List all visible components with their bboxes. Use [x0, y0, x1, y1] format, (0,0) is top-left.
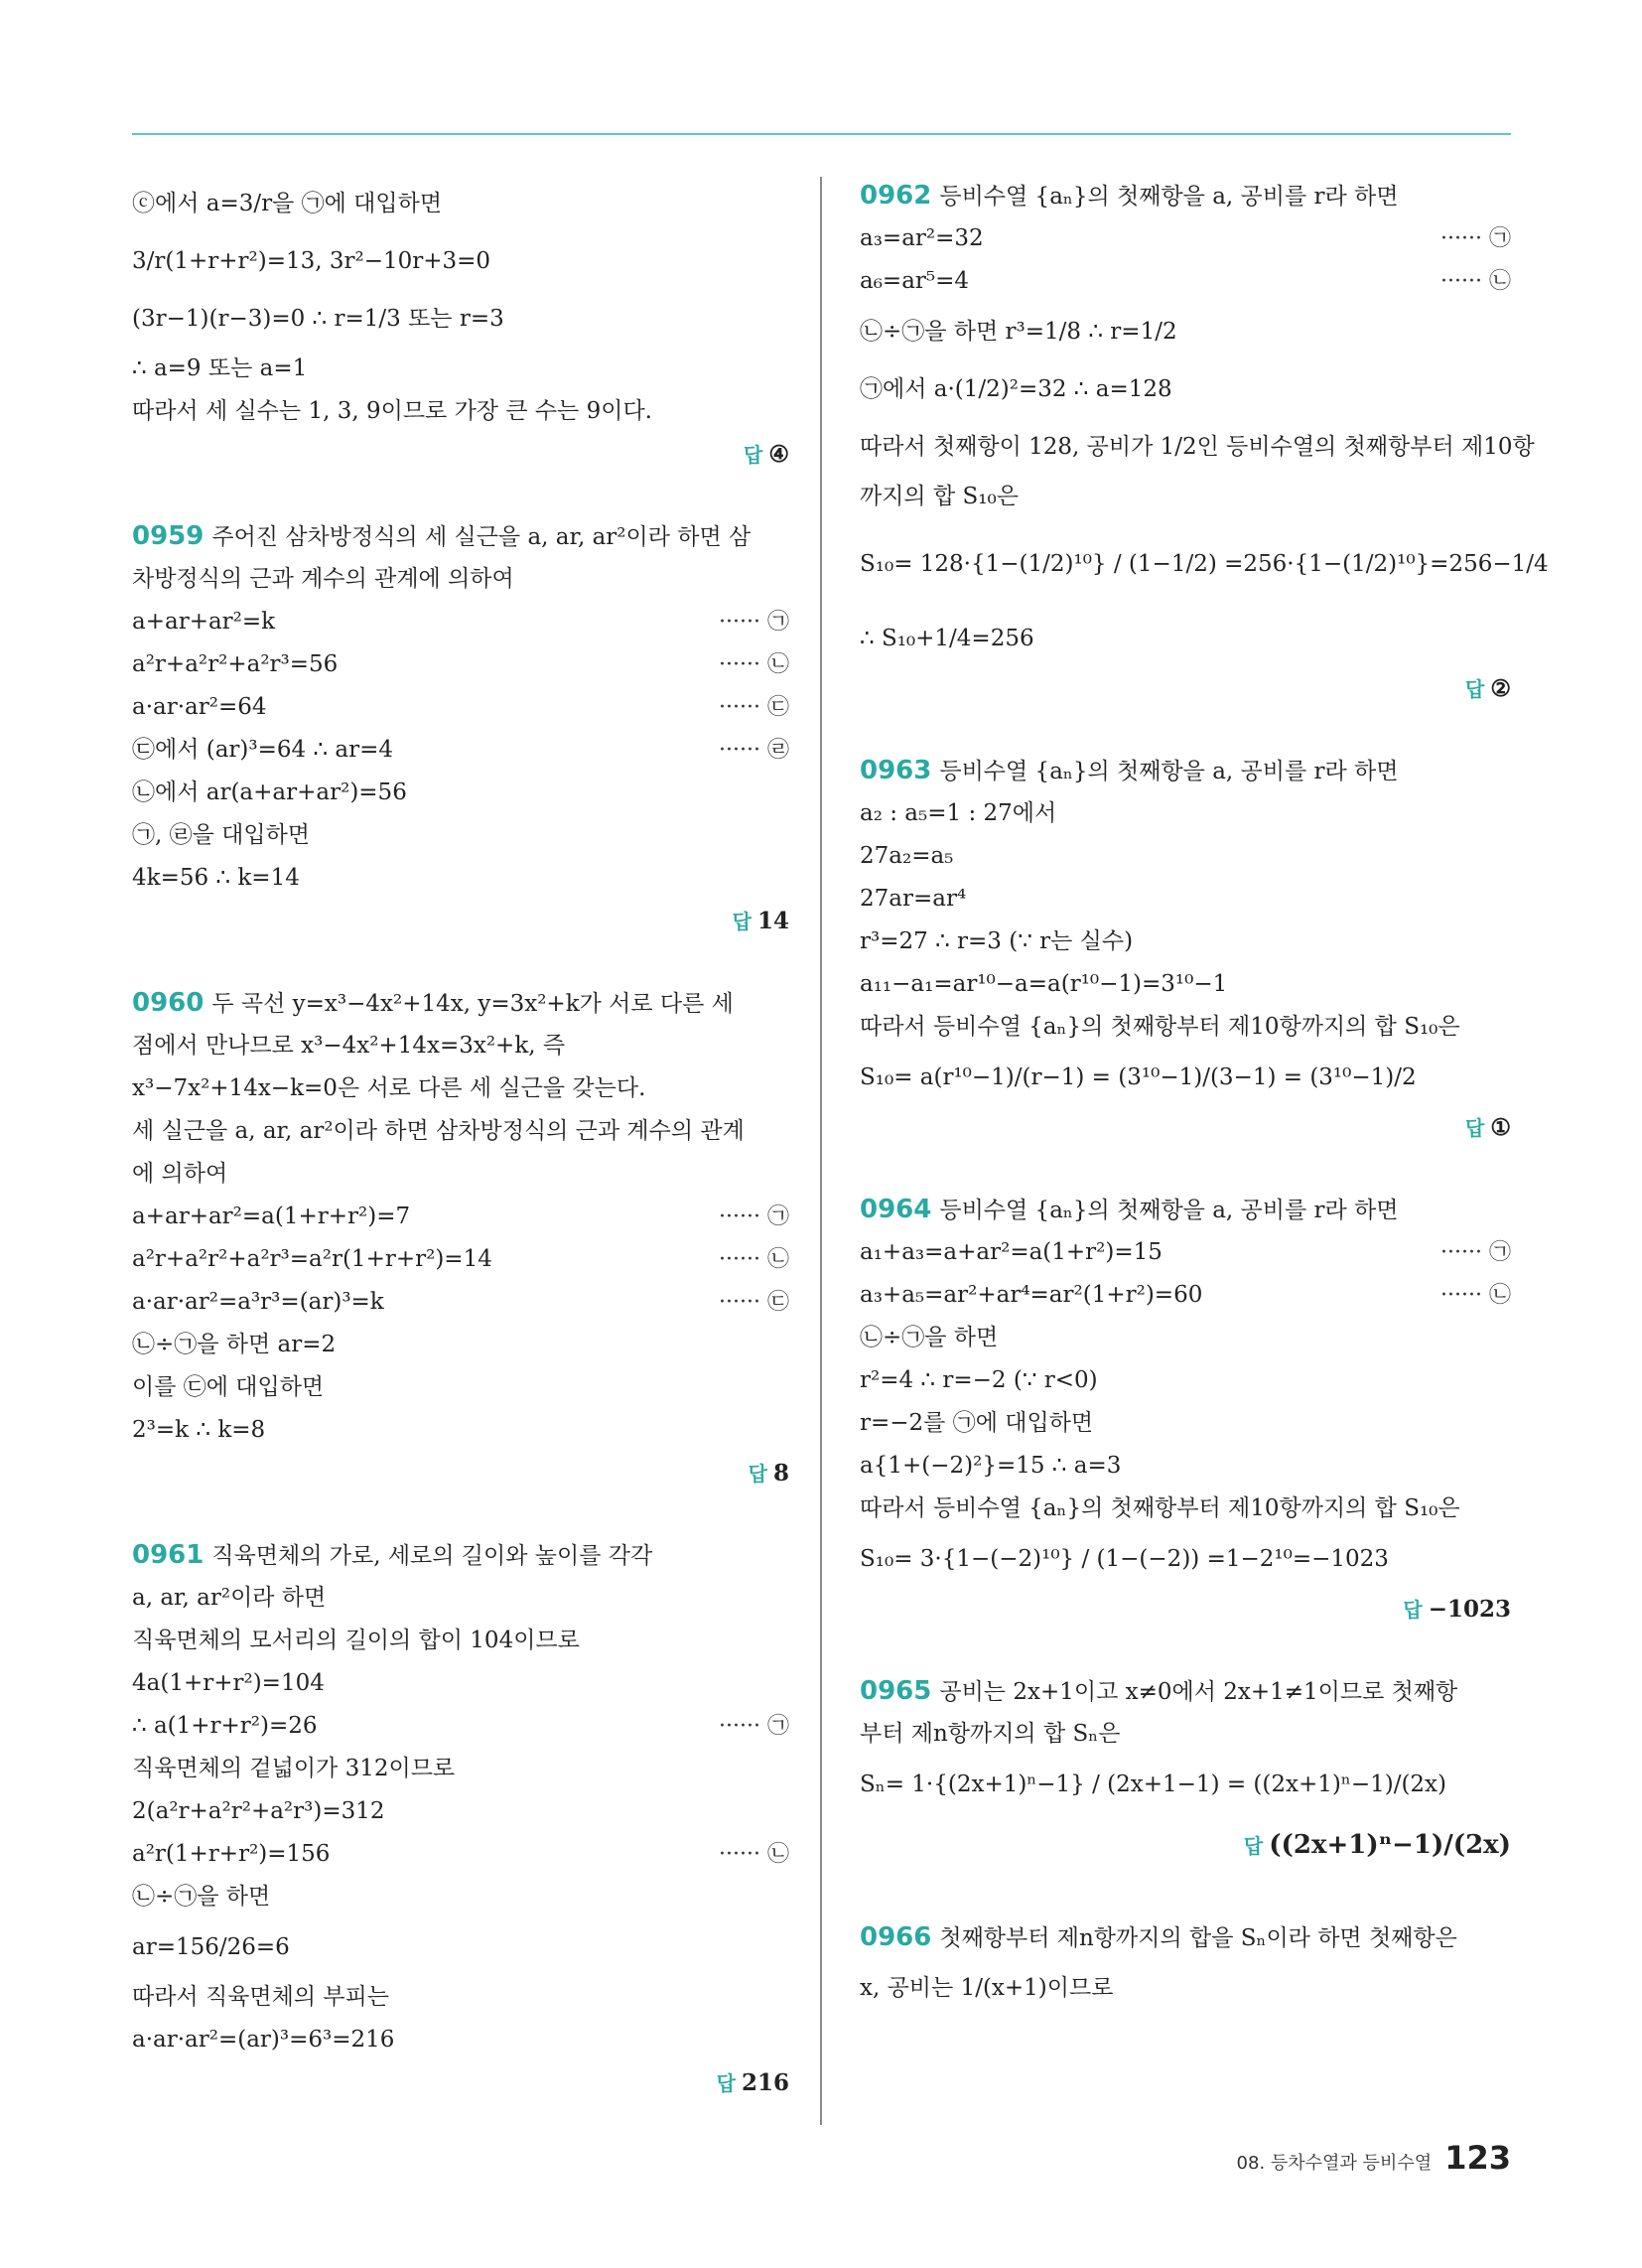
answer-value: ① — [1490, 1114, 1511, 1141]
line-text: r=−2를 ㉠에 대입하면 — [860, 1410, 1094, 1436]
page-number: 123 — [1444, 2139, 1511, 2177]
equation-marker: ······ ㉠ — [1440, 226, 1511, 251]
solution-line — [860, 963, 1511, 1006]
solution-line — [860, 1756, 1511, 1813]
answer-value: 14 — [756, 908, 789, 934]
solution-line — [132, 1620, 789, 1662]
equation-marker: ······ ㉡ — [719, 1247, 789, 1272]
solution-line — [132, 2019, 789, 2061]
line-text: 2(a²r+a²r²+a²r³)=312 — [132, 1798, 385, 1824]
solution-line — [860, 610, 1511, 667]
line-text: x, 공비는 1/(x+1)이므로 — [860, 1975, 1114, 2001]
solution-line — [860, 518, 1549, 610]
solution-line — [860, 1006, 1511, 1049]
solution-line — [132, 1705, 789, 1748]
line-text: 공비는 2x+1이고 x≠0에서 2x+1≠1이므로 첫째항 — [939, 1679, 1458, 1705]
solution-line — [860, 1274, 1511, 1317]
line-text: 이를 ㉢에 대입하면 — [132, 1374, 325, 1400]
spacer — [860, 1877, 1511, 1916]
line-text: 까지의 합 S₁₀은 — [860, 484, 1019, 509]
chapter-title: 08. 등차수열과 등비수열 — [1236, 2153, 1433, 2174]
problem-header — [860, 1189, 1511, 1231]
solution-line — [132, 175, 789, 232]
spacer — [860, 710, 1511, 750]
line-text: a²r+a²r²+a²r³=a²r(1+r+r²)=14 — [132, 1246, 492, 1272]
answer-label: 답 — [1243, 1834, 1264, 1858]
line-text: 직육면체의 모서리의 길이의 합이 104이므로 — [132, 1628, 580, 1653]
line-text: ㉡÷㉠을 하면 — [132, 1884, 271, 1910]
line-text: 에 의하여 — [132, 1161, 228, 1187]
solution-line — [132, 1366, 789, 1409]
solution-line — [132, 1876, 789, 1918]
line-text: ㉡÷㉠을 하면 — [860, 1325, 999, 1350]
answer-value: ④ — [768, 441, 789, 468]
problem-number: 0959 — [132, 521, 205, 551]
solution-line — [860, 303, 1511, 360]
solution-line — [860, 835, 1511, 878]
solution-line — [132, 1067, 789, 1110]
equation-marker: ······ ㉣ — [719, 738, 789, 763]
line-text: a₃=ar²=32 — [860, 225, 984, 251]
answer-label: 답 — [748, 1462, 767, 1486]
line-text: 등비수열 {aₙ}의 첫째항을 a, 공비를 r라 하면 — [939, 184, 1399, 210]
line-text: 세 실근을 a, ar, ar²이라 하면 삼차방정식의 근과 계수의 관계 — [132, 1118, 745, 1144]
line-text: a·ar·ar²=64 — [132, 694, 267, 720]
solution-line — [132, 558, 789, 601]
line-text: r³=27 ∴ r=3 (∵ r는 실수) — [860, 928, 1134, 954]
line-text: 두 곡선 y=x³−4x²+14x, y=3x²+k가 서로 다른 세 — [211, 991, 734, 1017]
solution-line — [860, 921, 1511, 963]
line-text: 주어진 삼차방정식의 세 실근을 a, ar, ar²이라 하면 삼 — [211, 524, 752, 550]
line-text: S₁₀= 128·{1−(1/2)¹⁰} / (1−1/2) =256·{1−(1/2)¹⁰}=256−1/4 — [860, 551, 1549, 577]
equation-marker: ······ ㉡ — [1440, 1283, 1511, 1308]
left-column — [132, 175, 789, 2104]
line-text: x³−7x²+14x−k=0은 서로 다른 세 실근을 갖는다. — [132, 1075, 646, 1101]
line-text: 직육면체의 겉넓이가 312이므로 — [132, 1756, 456, 1781]
problem-number: 0966 — [860, 1922, 932, 1952]
line-text: ㉡에서 ar(a+ar+ar²)=56 — [132, 780, 407, 805]
answer-label: 답 — [716, 2071, 736, 2095]
solution-line — [860, 1359, 1511, 1402]
answer-line — [132, 1452, 789, 1494]
solution-line — [860, 1317, 1511, 1359]
solution-line — [132, 601, 789, 643]
problem-number: 0964 — [860, 1195, 932, 1224]
problem-header — [860, 1916, 1511, 1959]
answer-label: 답 — [1465, 677, 1485, 701]
answer-label: 답 — [744, 443, 763, 467]
spacer — [860, 1149, 1511, 1189]
line-text: ar=156/26=6 — [132, 1934, 290, 1960]
line-text: 차방정식의 근과 계수의 관계에 의하여 — [132, 566, 514, 592]
line-text: ㉠, ㉣을 대입하면 — [132, 822, 311, 848]
problem-header — [132, 515, 789, 558]
solution-line — [132, 814, 789, 857]
answer-line — [860, 1588, 1511, 1630]
solution-line — [132, 1281, 789, 1324]
line-text: a₆=ar⁵=4 — [860, 268, 970, 294]
equation-marker: ······ ㉠ — [719, 610, 789, 635]
problem-header — [860, 750, 1511, 792]
equation-marker: ······ ㉠ — [719, 1714, 789, 1739]
solution-line — [860, 1049, 1511, 1106]
column-divider — [820, 177, 822, 2125]
line-text: 첫째항부터 제n항까지의 합을 Sₙ이라 하면 첫째항은 — [939, 1925, 1457, 1951]
line-text: ∴ a(1+r+r²)=26 — [132, 1713, 318, 1739]
line-text: (3r−1)(r−3)=0 ∴ r=1/3 또는 r=3 — [132, 306, 504, 332]
line-text: 등비수열 {aₙ}의 첫째항을 a, 공비를 r라 하면 — [939, 1198, 1399, 1223]
problem-number: 0960 — [132, 988, 205, 1018]
problem-header — [132, 1534, 789, 1577]
solution-line — [132, 348, 789, 390]
solution-line — [860, 1402, 1511, 1445]
answer-value: 216 — [741, 2069, 789, 2096]
answer-value: ((2x+1)ⁿ−1)/(2x) — [1269, 1830, 1511, 1860]
solution-line — [132, 1833, 789, 1876]
solution-line — [132, 1790, 789, 1833]
problem-header — [860, 175, 1511, 217]
solution-line — [860, 260, 1511, 303]
solution-line — [860, 878, 1511, 921]
line-text: a²r(1+r+r²)=156 — [132, 1841, 331, 1867]
solution-line — [132, 1025, 789, 1067]
answer-value: 8 — [772, 1460, 789, 1487]
solution-line — [132, 857, 789, 900]
solution-line — [132, 1324, 789, 1366]
solution-line — [132, 1577, 789, 1620]
solution-line — [860, 418, 1535, 476]
line-text: ㉡÷㉠을 하면 r³=1/8 ∴ r=1/2 — [860, 319, 1177, 345]
solution-line — [860, 217, 1511, 260]
line-text: 직육면체의 가로, 세로의 길이와 높이를 각각 — [211, 1543, 653, 1569]
solution-line — [860, 1488, 1511, 1530]
solution-line — [132, 1196, 789, 1238]
answer-line — [132, 900, 789, 942]
equation-marker: ······ ㉢ — [719, 695, 789, 720]
line-text: a₂ : a₅=1 : 27에서 — [860, 800, 1057, 826]
line-text: S₁₀= 3·{1−(−2)¹⁰} / (1−(−2)) =1−2¹⁰=−1023 — [860, 1546, 1389, 1572]
equation-marker: ······ ㉠ — [719, 1205, 789, 1229]
solution-line — [132, 729, 789, 772]
solution-line — [860, 1530, 1511, 1588]
solution-line — [132, 1110, 789, 1153]
line-text: 등비수열 {aₙ}의 첫째항을 a, 공비를 r라 하면 — [939, 759, 1399, 784]
solution-line — [132, 643, 789, 686]
answer-label: 답 — [732, 910, 752, 933]
solution-line — [132, 390, 789, 433]
line-text: a·ar·ar²=a³r³=(ar)³=k — [132, 1289, 384, 1315]
answer-line — [132, 2061, 789, 2104]
line-text: ㉢에서 (ar)³=64 ∴ ar=4 — [132, 737, 394, 763]
solution-line — [860, 1445, 1511, 1488]
equation-marker: ······ ㉢ — [719, 1290, 789, 1315]
header-rule — [132, 133, 1511, 135]
problem-header — [860, 1670, 1511, 1713]
solution-line — [132, 772, 789, 814]
line-text: a, ar, ar²이라 하면 — [132, 1585, 327, 1611]
line-text: 27a₂=a₅ — [860, 843, 954, 869]
solution-line — [132, 1409, 789, 1452]
line-text: ∴ a=9 또는 a=1 — [132, 355, 308, 381]
problem-header — [132, 982, 789, 1025]
line-text: a{1+(−2)²}=15 ∴ a=3 — [860, 1453, 1122, 1479]
line-text: Sₙ= 1·{(2x+1)ⁿ−1} / (2x+1−1) = ((2x+1)ⁿ−1)/(2x) — [860, 1772, 1446, 1797]
line-text: 따라서 첫째항이 128, 공비가 1/2인 등비수열의 첫째항부터 제10항 — [860, 434, 1535, 460]
solution-line — [132, 1918, 789, 1976]
solution-line — [860, 1959, 1511, 2017]
problem-number: 0962 — [860, 181, 932, 211]
solution-line — [860, 476, 1511, 518]
line-text: 4k=56 ∴ k=14 — [132, 865, 300, 891]
solution-line — [132, 232, 789, 290]
line-text: 2³=k ∴ k=8 — [132, 1417, 266, 1443]
line-text: ∴ S₁₀+1/4=256 — [860, 626, 1034, 651]
answer-value: −1023 — [1428, 1596, 1511, 1623]
answer-line — [860, 667, 1511, 710]
line-text: a²r+a²r²+a²r³=56 — [132, 651, 339, 677]
problem-number: 0961 — [132, 1540, 205, 1570]
line-text: 4a(1+r+r²)=104 — [132, 1670, 325, 1696]
line-text: 따라서 등비수열 {aₙ}의 첫째항부터 제10항까지의 합 S₁₀은 — [860, 1014, 1460, 1040]
answer-line — [860, 1813, 1511, 1877]
line-text: 27ar=ar⁴ — [860, 886, 967, 912]
line-text: ⓒ에서 a=3/r을 ㉠에 대입하면 — [132, 191, 443, 216]
line-text: r²=4 ∴ r=−2 (∵ r<0) — [860, 1367, 1098, 1393]
answer-line — [132, 433, 789, 476]
spacer — [132, 1494, 789, 1534]
spacer — [132, 942, 789, 982]
answer-label: 답 — [1465, 1116, 1485, 1140]
answer-line — [860, 1106, 1511, 1149]
line-text: a₁+a₃=a+ar²=a(1+r²)=15 — [860, 1239, 1163, 1265]
spacer — [132, 476, 789, 515]
page-footer — [1237, 2139, 1511, 2177]
solution-line — [132, 1748, 789, 1790]
answer-label: 답 — [1403, 1598, 1423, 1622]
line-text: S₁₀= a(r¹⁰−1)/(r−1) = (3¹⁰−1)/(3−1) = (3¹⁰−1)/2 — [860, 1064, 1417, 1090]
line-text: a+ar+ar²=a(1+r+r²)=7 — [132, 1204, 411, 1229]
answer-value: ② — [1490, 675, 1511, 702]
line-text: 따라서 세 실수는 1, 3, 9이므로 가장 큰 수는 9이다. — [132, 398, 652, 424]
solution-line — [132, 290, 789, 348]
solution-line — [860, 1231, 1511, 1274]
line-text: a₃+a₅=ar²+ar⁴=ar²(1+r²)=60 — [860, 1282, 1203, 1308]
line-text: 따라서 직육면체의 부피는 — [132, 1984, 390, 2010]
solution-line — [860, 1713, 1511, 1756]
line-text: ㉠에서 a·(1/2)²=32 ∴ a=128 — [860, 376, 1172, 402]
right-column — [860, 175, 1549, 2017]
equation-marker: ······ ㉡ — [719, 652, 789, 677]
line-text: a·ar·ar²=(ar)³=6³=216 — [132, 2027, 395, 2053]
solution-line — [132, 1976, 789, 2019]
solution-line — [860, 360, 1511, 418]
solution-line — [132, 1662, 789, 1705]
equation-marker: ······ ㉠ — [1440, 1240, 1511, 1265]
solution-line — [860, 792, 1511, 835]
line-text: 따라서 등비수열 {aₙ}의 첫째항부터 제10항까지의 합 S₁₀은 — [860, 1495, 1460, 1521]
line-text: 점에서 만나므로 x³−4x²+14x=3x²+k, 즉 — [132, 1033, 566, 1059]
problem-number: 0965 — [860, 1676, 932, 1706]
spacer — [860, 1630, 1511, 1670]
solution-line — [132, 686, 789, 729]
line-text: a+ar+ar²=k — [132, 609, 276, 635]
line-text: a₁₁−a₁=ar¹⁰−a=a(r¹⁰−1)=3¹⁰−1 — [860, 971, 1228, 997]
equation-marker: ······ ㉡ — [719, 1842, 789, 1867]
line-text: 3/r(1+r+r²)=13, 3r²−10r+3=0 — [132, 248, 491, 274]
line-text: 부터 제n항까지의 합 Sₙ은 — [860, 1721, 1121, 1747]
solution-line — [132, 1238, 789, 1281]
line-text: ㉡÷㉠을 하면 ar=2 — [132, 1332, 337, 1357]
problem-number: 0963 — [860, 756, 932, 785]
solution-line — [132, 1153, 789, 1196]
equation-marker: ······ ㉡ — [1440, 269, 1511, 294]
